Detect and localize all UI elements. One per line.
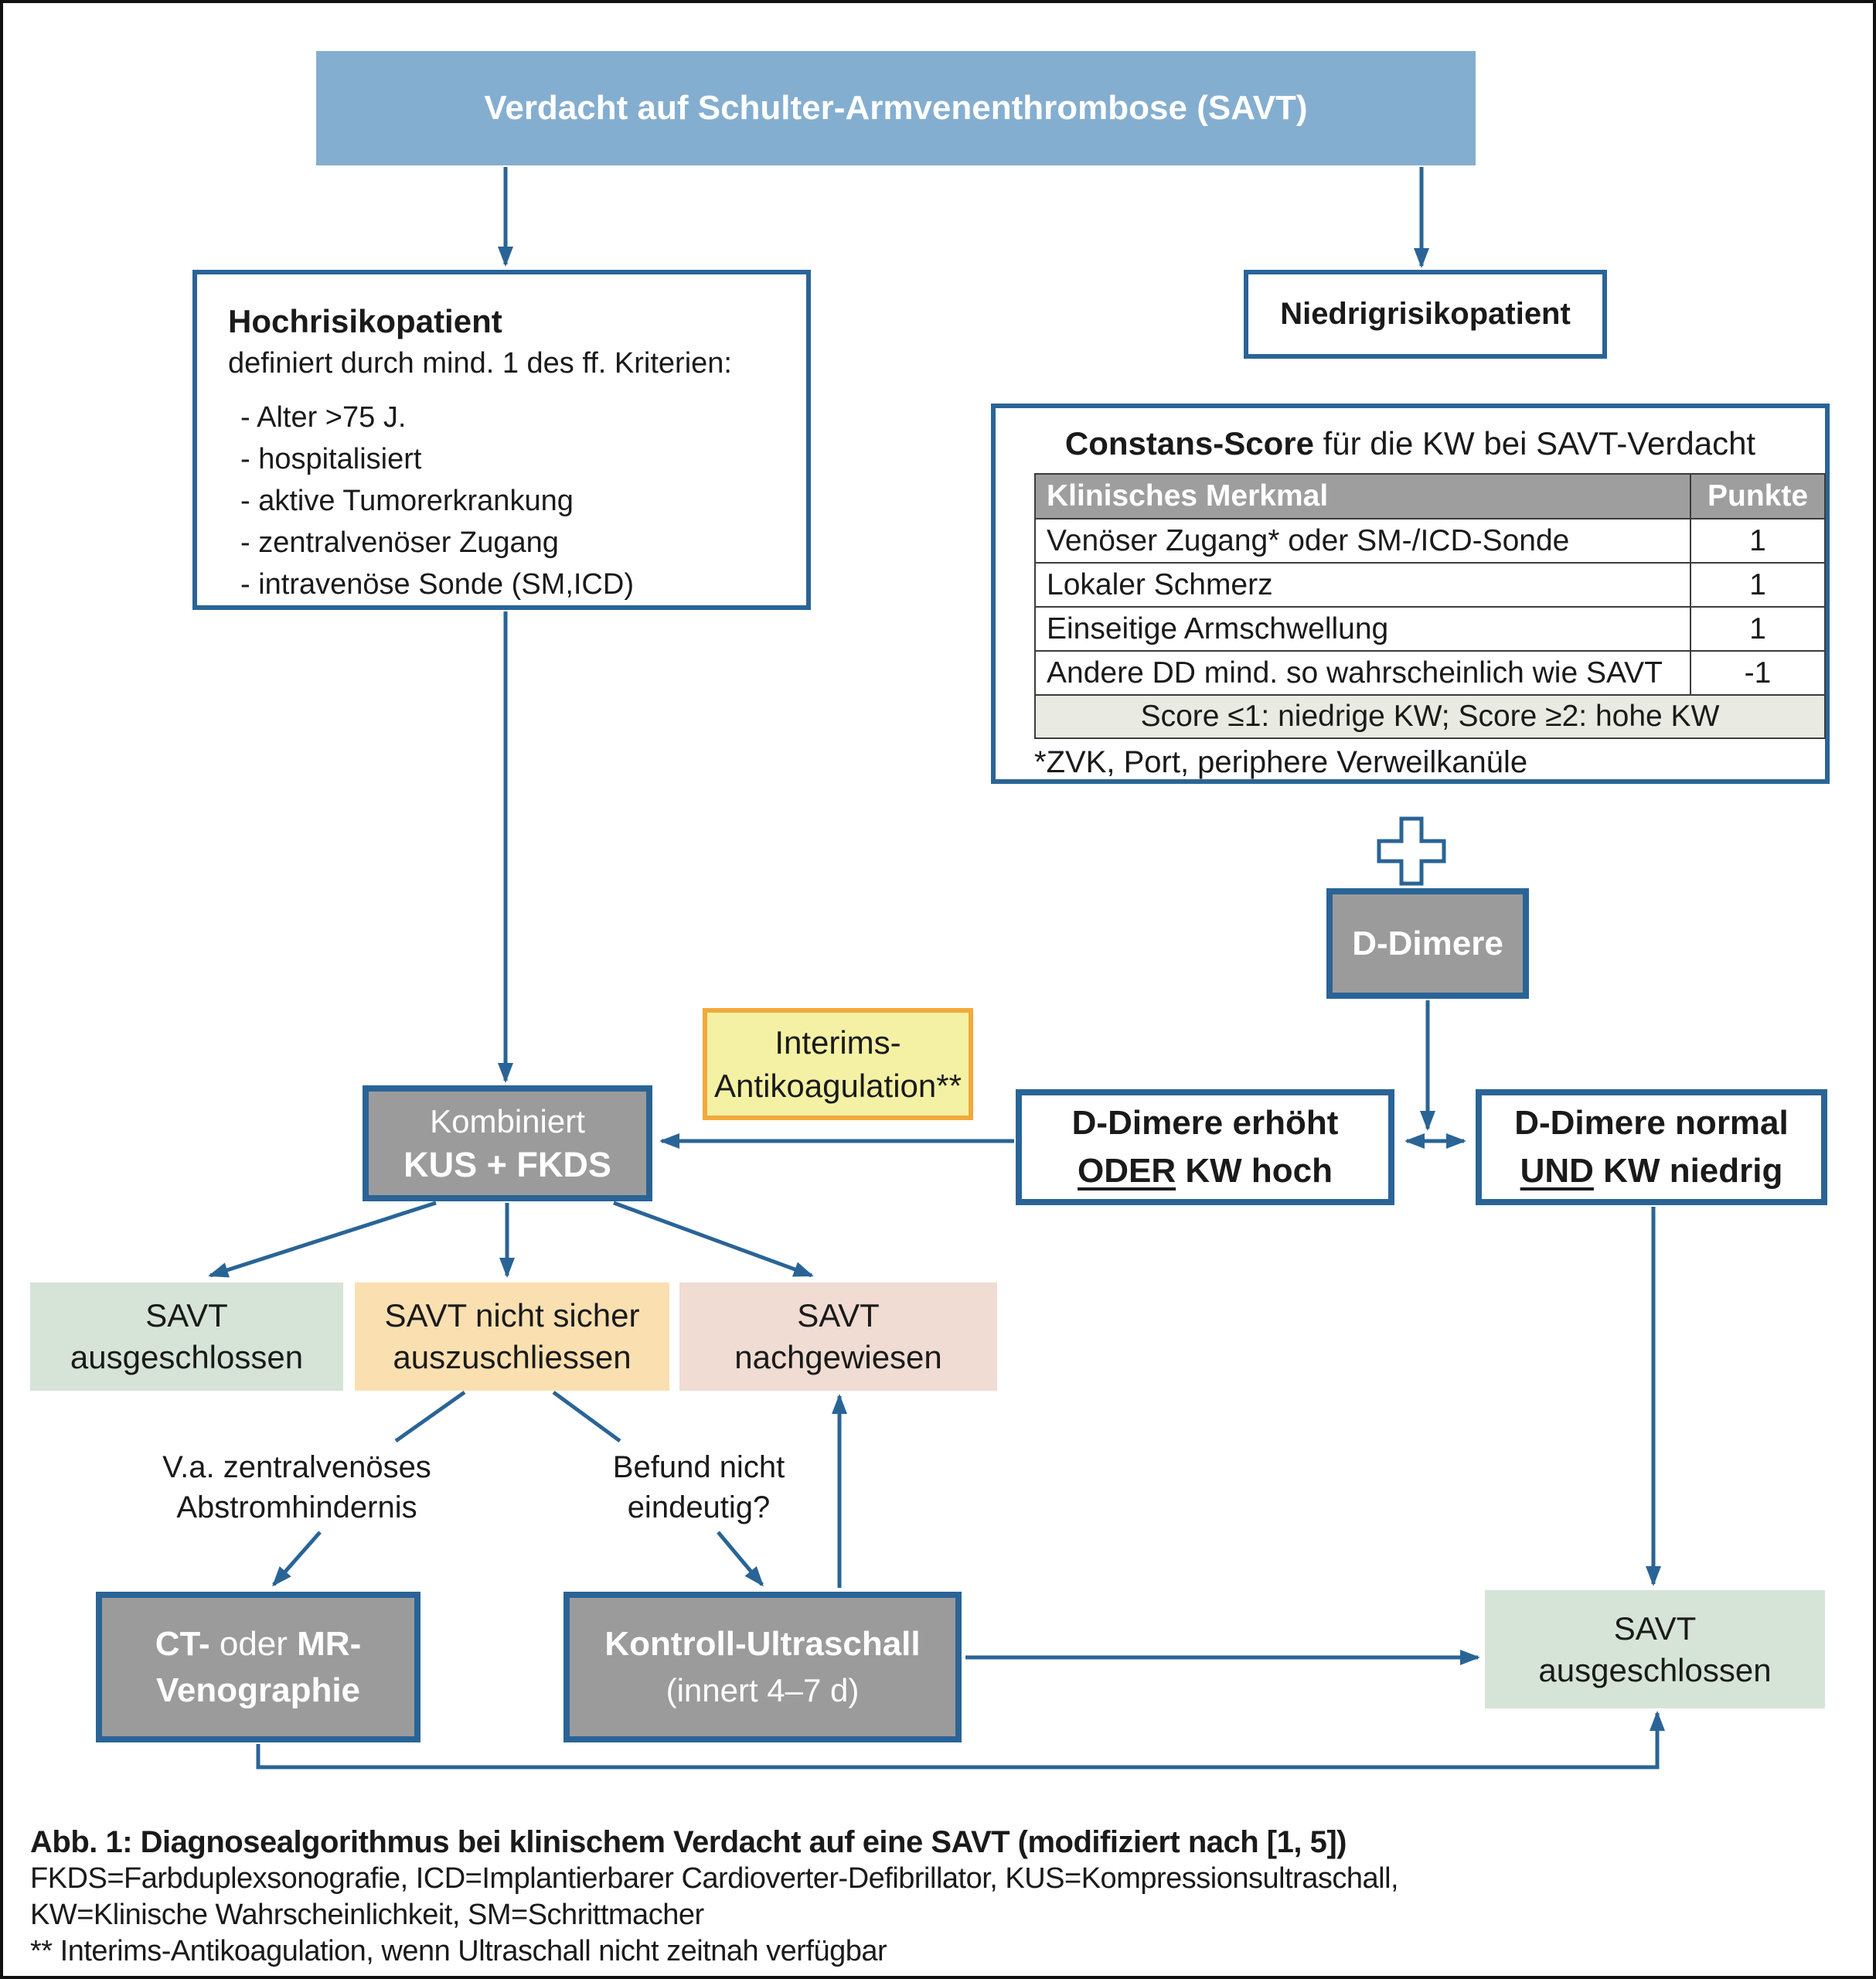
unclear-label-line1: Befund nicht (612, 1450, 785, 1484)
caption-title: Abb. 1: Diagnosealgorithmus bei klinischem Verdacht auf eine SAVT (modifiziert nach [1, 5]) (30, 1825, 1347, 1859)
row-label: Andere DD mind. so wahrscheinlich wie SAVT (1035, 651, 1690, 695)
hochrisiko-criteria-list (228, 397, 634, 605)
mr-bold: MR- (297, 1624, 362, 1663)
ct-mr-mid: oder (209, 1624, 298, 1663)
ddimer-normal-line2-rest: KW niedrig (1593, 1152, 1783, 1190)
kontroll-line2: (innert 4–7 d) (666, 1671, 860, 1708)
niedrigrisiko-box: Niedrigrisikopatient (1244, 270, 1607, 359)
row-points: -1 (1690, 651, 1825, 695)
table-header-row (1035, 474, 1825, 519)
oder-underlined: ODER (1078, 1152, 1176, 1190)
score-note-row (1035, 695, 1825, 738)
table-row (1035, 651, 1825, 695)
constans-title (996, 425, 1825, 462)
constans-score-panel (991, 404, 1830, 784)
ct-mr-line2: Venographie (155, 1671, 361, 1709)
score-note: Score ≤1: niedrige KW; Score ≥2: hohe KW (1035, 695, 1825, 738)
ddimer-normal-box (1476, 1089, 1827, 1205)
und-underlined: UND (1520, 1152, 1594, 1190)
hochrisiko-subtitle: definiert durch mind. 1 des ff. Kriterien: (228, 347, 732, 380)
line-uncertain-to-unclear-label (553, 1392, 620, 1441)
column-header-points: Punkte (1690, 474, 1825, 519)
excluded-right-line2: ausgeschlossen (1538, 1651, 1772, 1688)
ddimer-normal-line2 (1520, 1147, 1783, 1195)
interims-antikoagulation-box (703, 1008, 973, 1120)
figure-caption (30, 1824, 1862, 1970)
criterion-item: - zentralvenöser Zugang (240, 526, 559, 559)
row-points: 1 (1690, 519, 1825, 563)
label-central-venous-obstruction (127, 1447, 467, 1528)
kombiniert-line1: Kombiniert (430, 1103, 585, 1139)
unclear-label-line2: eindeutig? (627, 1490, 771, 1524)
constans-footnote: *ZVK, Port, periphere Verweilkanüle (1034, 745, 1528, 779)
plus-icon (1379, 819, 1444, 884)
arrow-kombiniert-to-excluded (210, 1203, 436, 1276)
interims-line2: Antikoagulation** (714, 1067, 962, 1104)
row-label: Einseitige Armschwellung (1035, 607, 1690, 651)
outcome-excluded-line2: ausgeschlossen (70, 1339, 304, 1375)
row-label: Venöser Zugang* oder SM-/ICD-Sonde (1035, 519, 1690, 563)
arrow-kombiniert-to-confirmed (614, 1203, 812, 1276)
table-row (1035, 607, 1825, 651)
interims-line1: Interims- (775, 1024, 901, 1061)
table-row (1035, 519, 1825, 563)
kombiniert-kus-fkds-box (363, 1085, 652, 1201)
criterion-item: - aktive Tumorerkrankung (240, 485, 574, 517)
title-box: Verdacht auf Schulter-Armvenenthrombose (SAVT) (316, 51, 1476, 165)
outcome-confirmed-line1: SAVT (797, 1297, 880, 1334)
constans-title-bold: Constans-Score (1064, 425, 1314, 462)
row-points: 1 (1690, 607, 1825, 651)
criterion-item: - hospitalisiert (240, 443, 422, 475)
outcome-savt-uncertain (355, 1282, 669, 1391)
outcome-excluded-line1: SAVT (145, 1297, 228, 1334)
outcome-savt-confirmed (679, 1282, 997, 1391)
ddimer-elevated-line2-rest: KW hoch (1176, 1152, 1333, 1190)
caption-line2: FKDS=Farbduplexsonografie, ICD=Implantierbarer Cardioverter-Defibrillator, KUS=Kompressionsultraschall, (30, 1862, 1399, 1895)
central-label-line2: Abstromhindernis (176, 1490, 417, 1524)
excluded-right-line1: SAVT (1613, 1609, 1697, 1647)
ddimer-box: D-Dimere (1326, 888, 1529, 999)
central-label-line1: V.a. zentralvenöses (162, 1450, 431, 1484)
hochrisiko-box (192, 270, 811, 610)
criterion-item: - intravenöse Sonde (SM,ICD) (240, 568, 634, 601)
outcome-confirmed-line2: nachgewiesen (734, 1339, 942, 1375)
constans-score-table (1034, 473, 1826, 739)
kontroll-ultraschall-box (563, 1592, 962, 1742)
ddimer-elevated-line1: D-Dimere erhöht (1071, 1104, 1339, 1142)
kontroll-line1: Kontroll-Ultraschall (604, 1624, 921, 1663)
label-unclear-finding (536, 1447, 861, 1528)
ct-mr-venography-box (96, 1592, 420, 1742)
caption-line3: KW=Klinische Wahrscheinlichkeit, SM=Schrittmacher (30, 1899, 704, 1931)
criterion-item: - Alter >75 J. (240, 401, 407, 434)
outcome-uncertain-line1: SAVT nicht sicher (384, 1297, 640, 1334)
caption-line4: ** Interims-Antikoagulation, wenn Ultraschall nicht zeitnah verfügbar (30, 1935, 887, 1967)
outcome-savt-excluded-right (1485, 1590, 1825, 1708)
constans-title-rest: für die KW bei SAVT-Verdacht (1313, 425, 1756, 462)
table-row (1035, 563, 1825, 607)
hochrisiko-title: Hochrisikopatient (228, 303, 502, 339)
column-header-feature: Klinisches Merkmal (1035, 474, 1690, 519)
ddimer-elevated-line2 (1078, 1147, 1333, 1195)
outcome-uncertain-line2: auszuschliessen (393, 1339, 632, 1375)
arrow-central-label-to-ct (274, 1532, 320, 1585)
ddimer-elevated-box (1016, 1089, 1394, 1205)
row-points: 1 (1690, 563, 1825, 607)
arrow-unclear-label-to-kontroll (718, 1532, 762, 1585)
ct-bold: CT- (155, 1624, 210, 1663)
kombiniert-line2: KUS + FKDS (403, 1145, 611, 1184)
row-label: Lokaler Schmerz (1035, 563, 1690, 607)
ct-mr-line1 (155, 1621, 362, 1667)
ddimer-normal-line1: D-Dimere normal (1514, 1104, 1789, 1142)
outcome-savt-excluded (30, 1282, 343, 1391)
line-uncertain-to-central-label (396, 1392, 465, 1441)
